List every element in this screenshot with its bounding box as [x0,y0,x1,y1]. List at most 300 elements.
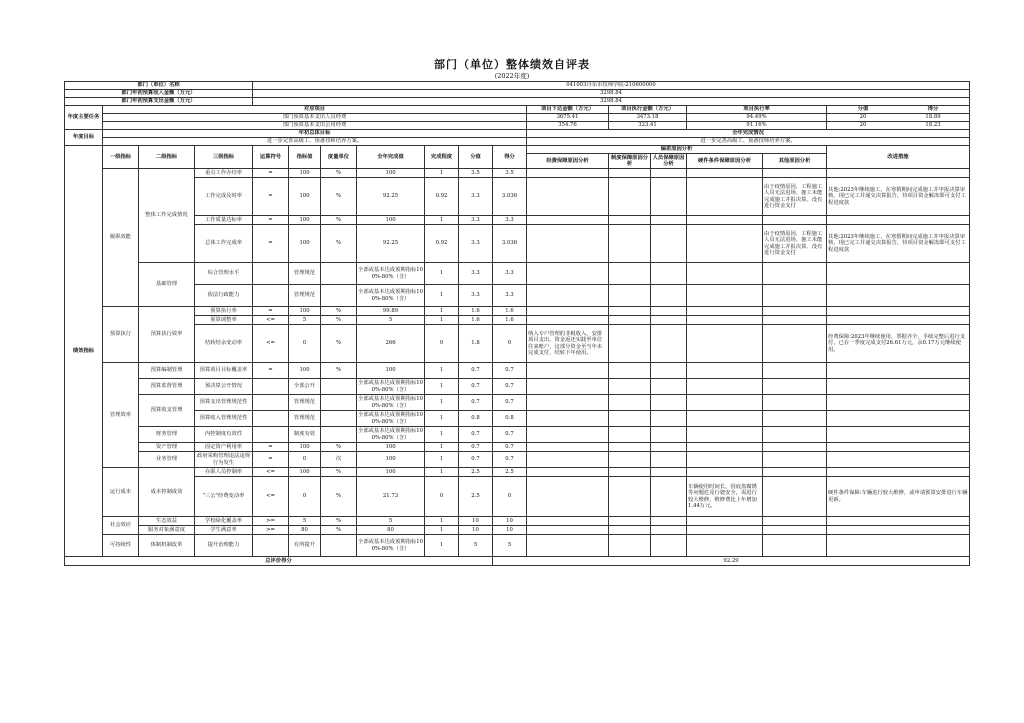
cell-unit: % [321,468,357,477]
cell-score: 1.6 [459,316,493,325]
cell-other [763,307,827,316]
cell-system [609,443,651,452]
cell-got: 3.3 [493,285,527,307]
cell-got: 0.7 [493,427,527,443]
deviation-header: 偏差原因分析 [527,146,827,154]
cell-system [609,517,651,526]
indicator-row [65,517,970,526]
cell-op: <= [253,477,289,517]
cell-got: 2.5 [493,468,527,477]
cell-unit [321,379,357,395]
cell-l2: 整体工作完成情况 [139,169,195,263]
cell-score: 0.7 [459,395,493,411]
cell-measures [827,526,970,535]
cell-actual: 100 [357,452,425,468]
cell-degree: 1 [425,307,459,316]
indicator-row [65,325,970,363]
cell-hardware [687,316,763,325]
cell-got: 0.8 [493,411,527,427]
annual-tasks-header-row [65,106,970,114]
cell-personnel [651,285,687,307]
cell-degree: 0 [425,477,459,517]
cell-actual: 92.25 [357,225,425,263]
indicator-row [65,263,970,285]
total-row [65,557,970,566]
cell-target: 100 [289,307,321,316]
cell-other [763,395,827,411]
cell-got: 5 [493,535,527,557]
indicator-subheader-row: 经费保障原因分析 制度保障原因分析 人员保障原因分析 硬件条件保障原因分析 其他原因分析 [65,154,970,169]
indicator-header-row: 绩效指标 一级指标 二级指标 三级指标 运算符号 指标值 度量单位 全年完成值 完成程度 分值 得分 偏差原因分析 改进措施 [65,146,970,154]
cell-actual: 100 [357,443,425,452]
cell-personnel [651,526,687,535]
cell-unit: % [321,178,357,216]
cell-score: 0.7 [459,379,493,395]
indicator-row [65,395,970,411]
cell-degree: 0 [425,325,459,363]
cell-degree: 1 [425,427,459,443]
cell-l1: 运行成本 [103,468,139,517]
cell-target: 制度有效 [289,427,321,443]
cell-score: 3.3 [459,285,493,307]
cell-funding [527,285,609,307]
cell-score: 5 [459,535,493,557]
cell-score: 2.5 [459,468,493,477]
cell-system [609,225,651,263]
cell-score: 3.5 [459,169,493,178]
cell-degree: 1 [425,452,459,468]
cell-other: 由于疫情原因、工程施工人员无法进场、施工未能完成施工并报决算、没有进行资金支付 [763,225,827,263]
cell-l3: 结转结余变动率 [195,325,253,363]
cell-degree: 1 [425,395,459,411]
cell-measures [827,443,970,452]
cell-unit [321,285,357,307]
expense-value: 3298.84 [253,98,970,106]
cell-l3: 重点工作办结率 [195,169,253,178]
cell-other [763,443,827,452]
cell-got: 0 [493,325,527,363]
cell-actual: 全部或基本达成预期指标100%-80%（含） [357,263,425,285]
cell-measures [827,316,970,325]
cell-got: 1.6 [493,316,527,325]
cell-score: 3.3 [459,216,493,225]
cell-unit [321,427,357,443]
indicator-row [65,477,970,517]
cell-hardware [687,526,763,535]
cell-got: 1.6 [493,307,527,316]
indicator-row [65,216,970,225]
cell-system [609,526,651,535]
cell-l3: 政府采购管理违法违规行为发生 [195,452,253,468]
cell-system [609,535,651,557]
cell-personnel [651,363,687,379]
cell-l3: 预算调整率 [195,316,253,325]
cell-l3: 提升治理能力 [195,535,253,557]
cell-funding [527,411,609,427]
cell-system [609,178,651,216]
cell-other [763,517,827,526]
cell-target: 100 [289,468,321,477]
cell-op: = [253,225,289,263]
col-exec-rate-header: 项目执行率 [687,106,827,114]
cell-measures [827,307,970,316]
cell-unit [321,535,357,557]
cell-l2: 预算收支管理 [139,395,195,427]
indicator-row [65,307,970,316]
cell-op: = [253,363,289,379]
cell-l3: 预决算公开情况 [195,379,253,395]
cell-hardware [687,363,763,379]
cell-degree: 1 [425,285,459,307]
cell-target: 管理规范 [289,411,321,427]
initial-goal-text: 进一步完善高级工、预备技师培养方案。 [103,138,527,146]
cell-system [609,477,651,517]
cell-l2: 资产管理 [139,443,195,452]
cell-hardware [687,325,763,363]
cell-personnel [651,263,687,285]
cell-hardware [687,263,763,285]
completion-header: 全年完成情况 [527,130,970,138]
cell-measures [827,411,970,427]
cell-system [609,468,651,477]
cell-actual: 全部或基本达成预期指标100%-80%（含） [358,412,424,425]
cell-op [253,535,289,557]
cell-target: 管理规范 [289,263,321,285]
cell-unit: % [321,477,357,517]
cell-personnel [651,379,687,395]
cell-target: 100 [289,169,321,178]
cell-funding [527,477,609,517]
cell-other [763,535,827,557]
cell-funding [527,216,609,225]
cell-funding [527,427,609,443]
cell-funding [527,363,609,379]
cell-degree: 1 [425,169,459,178]
cell-other [763,325,827,363]
cell-score: 1.6 [459,307,493,316]
annual-goal-header-row [65,130,970,138]
cell-op: = [253,169,289,178]
cell-unit: 次 [321,452,357,468]
cell-measures: 经费保障:2023年继续使用，票据齐全，手续完整后进行支付，已在一季度完成支付26.61万元，余0.17万元继续使用。 [827,325,970,363]
cell-hardware [687,452,763,468]
col-issued-header: 项目下达金额（万元） [527,106,609,114]
cell-funding [527,178,609,216]
cell-got: 0.7 [493,363,527,379]
cell-target: 有所提升 [289,535,321,557]
cell-got: 3.5 [493,169,527,178]
cell-unit: % [321,443,357,452]
cell-actual: 全部或基本达成预期指标100%-80%（含） [358,428,424,441]
cell-hardware [687,468,763,477]
page-subtitle: (2022年度) [494,72,530,80]
cell-funding [527,452,609,468]
cell-l3: 总体工作完成率 [195,225,253,263]
dept-name-row [65,82,970,90]
indicator-row [65,363,970,379]
cell-got: 0.7 [493,452,527,468]
expense-row [65,98,970,106]
cell-score: 0.8 [459,411,493,427]
cell-actual: 21.73 [357,477,425,517]
cell-op [253,427,289,443]
cell-degree: 1 [425,263,459,285]
col-score-header: 分值 得分 [827,106,970,114]
cell-unit [321,411,357,427]
cell-target: 80 [289,526,321,535]
cell-hardware [687,285,763,307]
income-value: 3298.84 [253,90,970,98]
cell-hardware [687,395,763,411]
cell-got: 10 [493,526,527,535]
cell-target: 0 [289,325,321,363]
cell-funding [527,225,609,263]
indicator-row [65,526,970,535]
cell-measures [827,379,970,395]
cell-funding [527,517,609,526]
cell-other [763,363,827,379]
cell-measures: 其他:2023年继续施工，在寒假期间完成施工并申报决算审核，现已完工并递交决算报告，待项目资金解冻即可支付工程进度款 [827,225,970,263]
cell-target: 100 [289,178,321,216]
cell-l1: 可持续性 [103,535,139,557]
total-label: 总评价得分 [65,557,493,566]
cell-l2: 体制机制改革 [139,535,195,557]
cell-funding [527,307,609,316]
cell-op: <= [253,316,289,325]
cell-degree: 1 [425,411,459,427]
cell-l3: 学校绿化覆盖率 [195,517,253,526]
cell-system [609,452,651,468]
cell-got: 0.7 [493,395,527,411]
cell-target: 100 [289,363,321,379]
cell-hardware [687,216,763,225]
cell-op: = [253,443,289,452]
cell-measures [827,427,970,443]
cell-got: 3.036 [493,178,527,216]
cell-op: = [253,178,289,216]
cell-l2: 生态效益 [139,517,195,526]
cell-l3: 工作完成及时率 [195,178,253,216]
cell-measures [827,468,970,477]
cell-personnel [651,169,687,178]
cell-other [763,169,827,178]
cell-got: 0 [493,477,527,517]
cell-other [763,379,827,395]
cell-personnel [651,517,687,526]
cell-op [253,411,289,427]
evaluation-table [64,81,970,566]
cell-l3: 预算收入管理规范性 [195,411,253,427]
cell-personnel [651,325,687,363]
cell-measures [827,395,970,411]
cell-actual: 全部或基本达成预期指标100%-80%（含） [358,396,424,409]
cell-target: 100 [289,216,321,225]
indicator-row [65,443,970,452]
indicator-row [65,468,970,477]
indicator-row [65,379,970,395]
cell-actual: 100 [357,468,425,477]
cell-actual: 全部或基本达成预期指标100%-80%（含） [358,380,424,393]
cell-hardware [687,443,763,452]
cell-other [763,285,827,307]
completion-text: 进一步完善高级工、预备技师培养方案。 [527,138,970,146]
cell-unit: % [321,363,357,379]
cell-score: 10 [459,526,493,535]
cell-got: 0.7 [493,379,527,395]
cell-target: 5 [289,316,321,325]
cell-personnel [651,316,687,325]
cell-funding [527,169,609,178]
cell-unit: % [321,517,357,526]
cell-target: 0 [289,477,321,517]
cell-score: 3.3 [459,263,493,285]
indicator-row [65,411,970,427]
cell-l3: 固定资产利用率 [195,443,253,452]
annual-task-row: 部门预算基本支出人员经费 3675.41 3473.18 94.49% 20 18.89 [65,114,970,122]
cell-other [763,468,827,477]
expense-label: 部门年初预算支出金额（万元） [65,98,253,106]
cell-system [609,216,651,225]
cell-hardware [687,307,763,316]
cell-measures [827,517,970,526]
cell-unit: % [321,316,357,325]
dept-name-label: 部门（单位）名称 [65,82,253,90]
cell-score: 0.7 [459,443,493,452]
cell-actual: 266 [357,325,425,363]
cell-l2: 预算监督管理 [139,379,195,395]
cell-unit: % [321,307,357,316]
cell-unit: % [321,526,357,535]
page-title: 部门（单位）整体绩效自评表 [434,58,590,71]
cell-target: 管理规范 [289,395,321,411]
cell-l3: 预算支出管理规范性 [195,395,253,411]
cell-score: 0.7 [459,427,493,443]
cell-hardware: 车辆使用时间长，因底盘腐锈等问题危及行驶安全，需进行较大维修，维修费比上年增加1.44万元。 [687,477,763,517]
cell-op: = [253,307,289,316]
indicator-row [65,285,970,307]
cell-funding [527,443,609,452]
indicator-row [65,169,970,178]
cell-hardware [687,427,763,443]
cell-personnel [651,477,687,517]
cell-score: 2.5 [459,477,493,517]
cell-l2: 服务对象满意度 [139,526,195,535]
cell-l2: 财务管理 [139,427,195,443]
cell-measures [827,363,970,379]
cell-funding [527,535,609,557]
cell-l1: 履职效能 [103,169,139,307]
cell-personnel [651,411,687,427]
dept-name-value: 041003丹东市技师学院-210600000 [253,82,970,90]
cell-actual: 5 [357,316,425,325]
cell-personnel [651,535,687,557]
cell-unit: % [321,225,357,263]
cell-personnel [651,443,687,452]
cell-system [609,325,651,363]
cell-other [763,263,827,285]
cell-op: = [253,216,289,225]
cell-hardware [687,535,763,557]
cell-l3: 依法行政能力 [195,285,253,307]
cell-actual: 全部或基本达成预期指标100%-80%（含） [357,535,425,557]
cell-unit: % [321,169,357,178]
cell-other: 由于疫情原因、工程施工人员无法进场、施工未能完成施工并报决算、没有进行资金支付 [763,178,827,216]
income-label: 部门年初预算收入金额（万元） [65,90,253,98]
cell-l2: 业务管理 [139,452,195,468]
cell-hardware [687,178,763,216]
cell-unit: % [321,325,357,363]
cell-target: 5 [289,517,321,526]
cell-measures: 硬件条件保障:车辆进行较大维修，或申请预算安排进行车辆更新。 [827,477,970,517]
cell-score: 1.8 [459,325,493,363]
cell-other [763,316,827,325]
cell-got: 3.3 [493,216,527,225]
cell-target: 管理规范 [289,285,321,307]
cell-measures [827,285,970,307]
cell-l3: 在职人员控制率 [195,468,253,477]
cell-other [763,427,827,443]
cell-system [609,316,651,325]
cell-funding [527,395,609,411]
cell-actual: 100 [357,363,425,379]
cell-personnel [651,178,687,216]
cell-l3: 工作质量达标率 [195,216,253,225]
annual-task-row: 部门预算基本支出公用经费 354.76 323.41 91.16% 20 18.23 [65,122,970,130]
cell-personnel [651,468,687,477]
cell-op: >= [253,526,289,535]
cell-op [253,285,289,307]
cell-personnel [651,395,687,411]
cell-system [609,379,651,395]
cell-hardware [687,411,763,427]
cell-degree: 1 [425,468,459,477]
cell-target: 100 [289,225,321,263]
cell-target: 全部公开 [289,379,321,395]
cell-measures [827,452,970,468]
cell-actual: 全部或基本达成预期指标100%-80%（含） [357,285,425,307]
cell-hardware [687,169,763,178]
cell-personnel [651,452,687,468]
cell-op [253,395,289,411]
cell-degree: 1 [425,316,459,325]
cell-op: <= [253,325,289,363]
cell-actual: 99.89 [357,307,425,316]
cell-got: 3.036 [493,225,527,263]
indicator-rows [65,146,970,557]
cell-score: 0.7 [459,363,493,379]
cell-system [609,363,651,379]
cell-score: 3.3 [459,225,493,263]
cell-system [609,307,651,316]
indicator-row [65,427,970,443]
indicator-row [65,316,970,325]
cell-system [609,411,651,427]
total-value: 92.29 [493,557,970,566]
cell-unit [321,395,357,411]
cell-l3: 综合管理水平 [195,263,253,285]
cell-measures [827,263,970,285]
indicators-section-label: 绩效指标 [65,146,103,557]
cell-l1: 管理效率 [103,363,139,468]
cell-measures [827,535,970,557]
income-row [65,90,970,98]
cell-measures [827,216,970,225]
cell-personnel [651,216,687,225]
cell-degree: 1 [425,535,459,557]
cell-actual: 92.25 [357,178,425,216]
indicator-row [65,535,970,557]
cell-personnel [651,427,687,443]
